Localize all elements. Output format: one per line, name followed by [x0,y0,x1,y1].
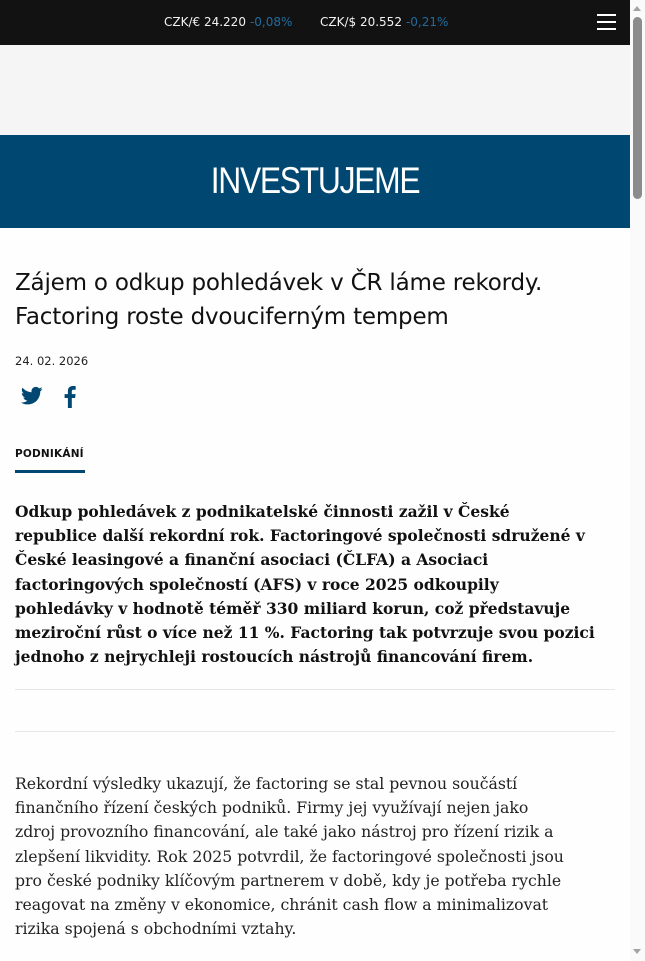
perex-line: České leasingové a finanční asociaci (ČLFA) a Asociaci [15,550,489,570]
facebook-icon[interactable] [64,386,80,412]
perex-line: factoringových společností (AFS) v roce 2025 odkoupily [15,574,499,594]
perex-line: Odkup pohledávek z podnikatelské činnosti zažil v České [15,502,510,521]
perex-line: meziroční růst o více než 11 %. Factoring tak potvrzuje svou pozici [15,623,595,643]
scroll-down-arrow-icon[interactable] [633,949,641,954]
article-date: 24. 02. 2026 [15,354,89,368]
menu-bar [597,28,616,30]
vertical-scrollbar[interactable] [630,0,645,961]
ad-placeholder [0,45,630,135]
body-line: Rekordní výsledky ukazují, že factoring se stal pevnou součástí [15,774,518,793]
rate-eur-value: CZK/€ 24.220 [164,15,246,29]
category-underline [15,470,85,473]
article-body-paragraph [15,772,615,941]
body-line: zlepšení likvidity. Rok 2025 potvrdil, že factoringové společnosti jsou [15,846,564,866]
article-title [15,266,615,334]
menu-bar [597,14,616,16]
rate-eur-change: -0,08% [249,15,293,29]
body-line: rizika spojená s obchodními vztahy. [15,919,297,939]
scroll-up-arrow-icon[interactable] [633,6,641,11]
twitter-icon[interactable] [21,386,45,412]
rate-usd-value: CZK/$ 20.552 [320,15,402,29]
menu-bar [597,21,616,23]
perex-line: republice další rekordní rok. Factoringové společnosti sdružené v [15,526,585,546]
body-line: pro české podniky klíčovým partnerem v době, kdy je potřeba rychle [15,870,562,890]
rate-usd [320,14,448,30]
perex-line: jednoho z nejrychleji rostoucích nástrojů financování firem. [15,647,534,667]
hamburger-menu-icon[interactable] [597,13,617,31]
rate-eur [164,14,292,30]
body-line: finančního řízení českých podniků. Firmy jej využívají nejen jako [15,798,529,818]
divider [15,689,615,690]
rate-usd-change: -0,21% [405,15,449,29]
title-line: Factoring roste dvouciferným tempem [15,304,449,330]
body-line: reagovat na změny v ekonomice, chránit cash flow a minimalizovat [15,895,549,915]
body-line: zdroj provozního financování, ale také jako nástroj pro řízení rizik a [15,822,554,842]
category-link[interactable]: PODNIKÁNÍ [15,448,84,460]
article-perex [15,500,620,669]
scrollbar-thumb[interactable] [633,17,642,199]
perex-line: pohledávky v hodnotě téměř 330 miliard korun, což představuje [15,598,571,618]
divider [15,731,615,732]
title-line: Zájem o odkup pohledávek v ČR láme rekordy. [15,270,543,296]
site-logo[interactable]: INVESTUJEME [210,160,420,201]
top-ticker-bar [0,0,630,45]
